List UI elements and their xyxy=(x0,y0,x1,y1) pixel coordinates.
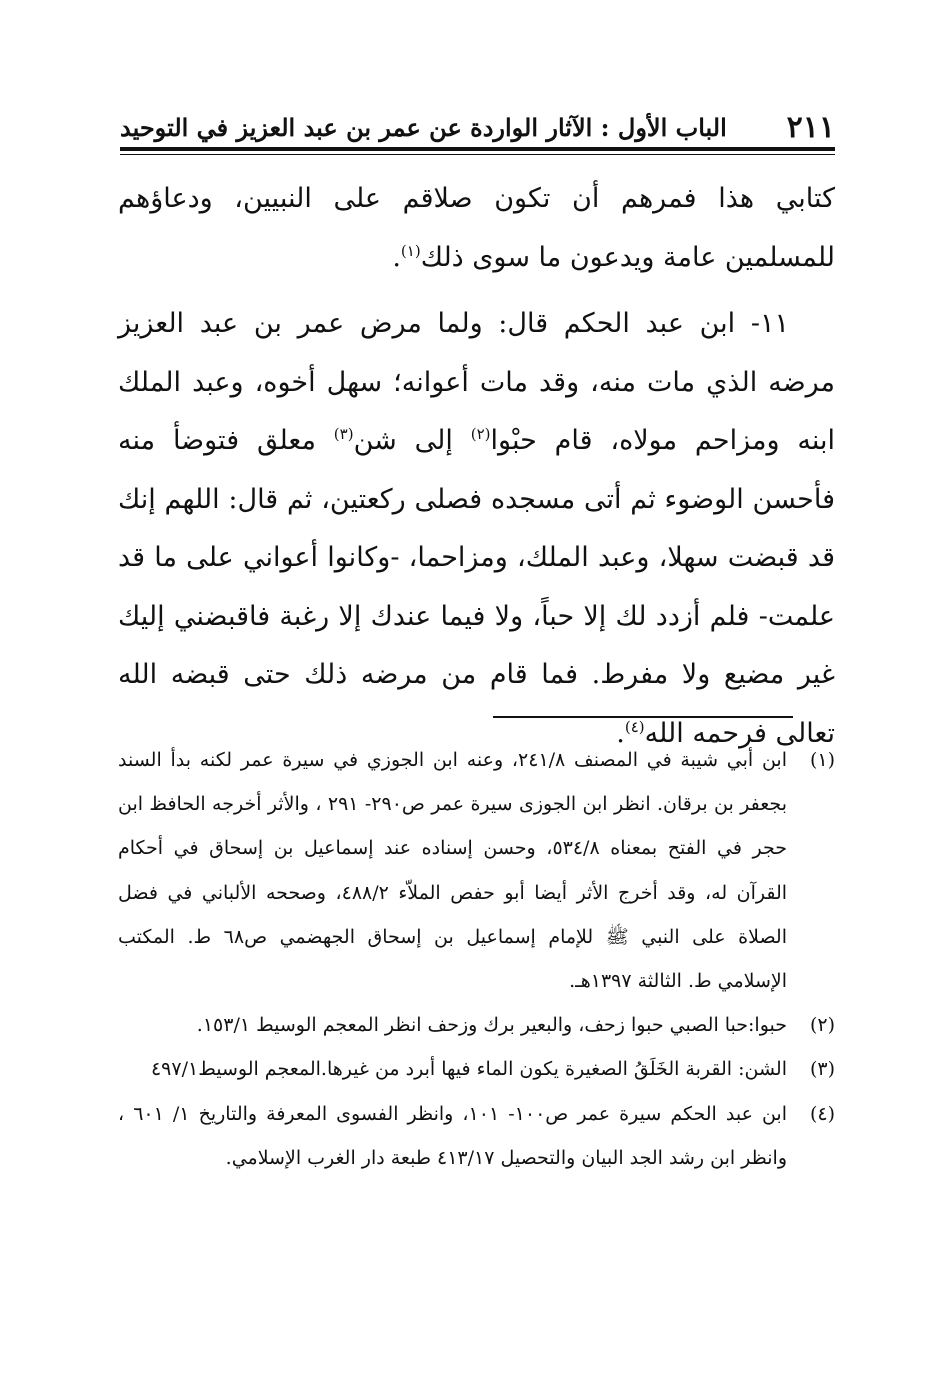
footnotes xyxy=(118,738,835,1180)
header-rule-thin xyxy=(120,154,835,155)
footnote-number: (٤) xyxy=(809,1102,835,1125)
footnote-ref-3[interactable]: (٣) xyxy=(333,425,354,443)
paragraph-2-text-b: إلى شن xyxy=(353,425,471,456)
footnote-ref-1[interactable]: (١) xyxy=(400,241,421,260)
paragraph-1 xyxy=(118,170,835,287)
footnote-2 xyxy=(118,1003,835,1047)
footnote-number: (١) xyxy=(809,749,835,771)
footnote-1 xyxy=(118,738,835,1003)
footnote-text: ابن أبي شيبة في المصنف ٢٤١/٨، وعنه ابن الجوزي في سيرة عمر لكنه بدأ السند بجعفر بن برقان. انظر ابن الجوزى سيرة عمر ص٢٩٠- ٢٩١ ، والأثر أخرجه الحافظ ابن حجر في الفتح بمعناه ٥٣٤/٨، وحسن إسناده عند إسماعيل بن إسحاق في أحكام القرآن له، وقد أخرج الأثر أيضا أبو حفص الملاّء ٤٨٨/٢، وصححه الألباني في فضل الصلاة على النبي ﷺ للإمام إسماعيل بن إسحاق الجهضمي ص٦٨ ط. المكتب الإسلامي ط. الثالثة ١٣٩٧هـ. xyxy=(118,749,788,993)
footnote-separator xyxy=(493,716,793,718)
footnote-4 xyxy=(118,1092,835,1180)
footnote-ref-4[interactable]: (٤) xyxy=(624,717,645,736)
page-number: ٢١١ xyxy=(786,110,835,145)
footnote-ref-2[interactable]: (٢) xyxy=(470,425,491,443)
footnote-text: الشن: القربة الخَلَقُ الصغيرة يكون الماء فيها أبرد من غيرها.المعجم الوسيط٤٩٧/١ xyxy=(150,1058,787,1081)
running-title: الباب الأول : الآثار الواردة عن عمر بن عبد العزيز في التوحيد xyxy=(120,113,727,142)
footnote-text: حبوا:حبا الصبي حبوا زحف، والبعير برك وزحف انظر المعجم الوسيط ١٥٣/١. xyxy=(196,1014,787,1037)
header-rule-thick xyxy=(120,147,835,151)
footnote-3 xyxy=(118,1047,835,1091)
paragraph-2-end: . xyxy=(616,717,625,749)
main-text xyxy=(118,170,835,763)
page-header xyxy=(120,110,835,146)
footnote-number: (٣) xyxy=(809,1058,835,1081)
footnote-text: ابن عبد الحكم سيرة عمر ص١٠٠- ١٠١، وانظر الفسوى المعرفة والتاريخ ١/ ٦٠١ ، وانظر ابن رشد الجد البيان والتحصيل ٤١٣/١٧ طبعة دار الغرب الإسلامي. xyxy=(118,1102,787,1169)
footnote-number: (٢) xyxy=(809,1014,835,1037)
paragraph-2-text-a: ١١- ابن عبد الحكم قال: ولما مرض عمر بن عبد العزيز مرضه الذي مات منه، وقد مات أعوانه؛ سهل أخوه، وعبد الملك ابنه ومزاحم مولاه، قام حبْوا xyxy=(118,308,835,456)
paragraph-2 xyxy=(118,295,835,763)
paragraph-1-end: . xyxy=(392,241,401,273)
paragraph-2-text-c: معلق فتوضأ منه فأحسن الوضوء ثم أتى مسجده فصلى ركعتين، ثم قال: اللهم إنك قد قبضت سهلا، وعبد الملك، ومزاحما، -وكانوا أعواني على ما قد علمت- فلم أزدد لك إلا حباً، ولا فيما عندك إلا رغبة فاقبضني إليك غير مضيع ولا مفرط. فما قام من مرضه ذلك حتى قبضه الله تعالى فرحمه الله xyxy=(118,425,835,749)
paragraph-1-text: كتابي هذا فمرهم أن تكون صلاقم على النبيين، ودعاؤهم للمسلمين عامة ويدعون ما سوى ذلك xyxy=(118,183,835,273)
